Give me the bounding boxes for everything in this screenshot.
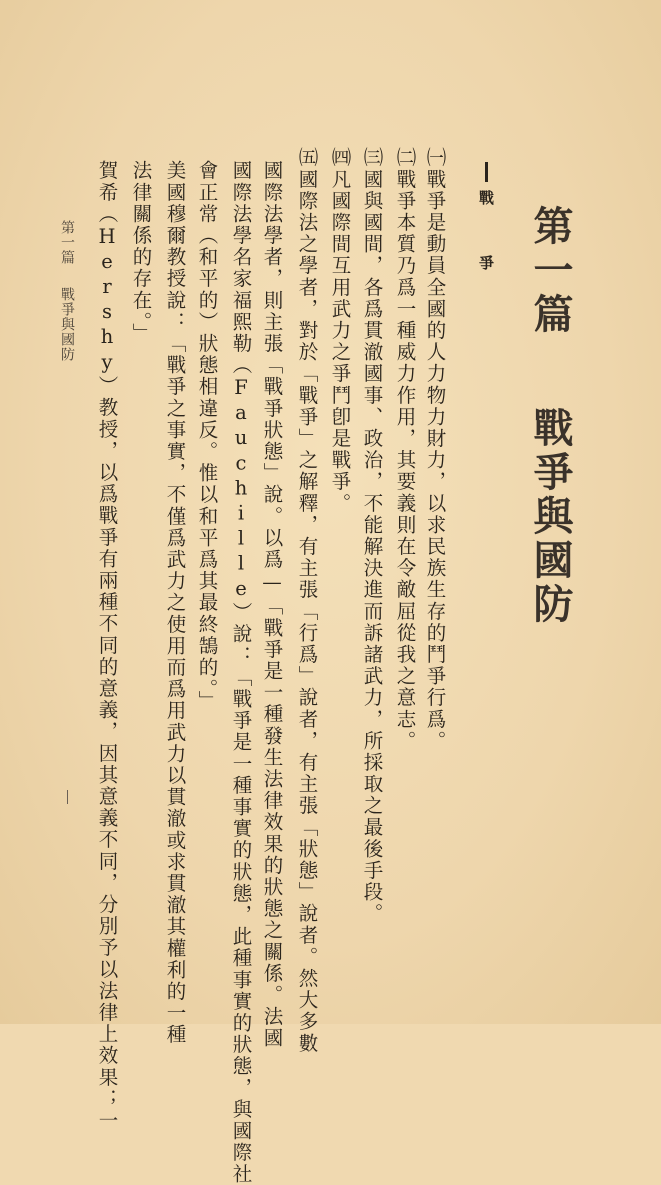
text-column-5: ㈤國際法之學者，對於「戰爭」之解釋，有主張「行爲」說者，有主張「狀態」說者。然大多數 [295, 147, 319, 1055]
text-column-8: 會正常（和平的）狀態相違反。惟以和平爲其最終鵠的。」 [195, 160, 219, 712]
running-footer [60, 220, 74, 362]
section-marker [485, 162, 488, 182]
text-column-9: 美國穆爾教授說：「戰爭之事實，不僅爲武力之使用而爲用武力以貫澈或求貫澈其權利的一種 [163, 160, 187, 1046]
text-column-2: ㈡戰爭本質乃爲一種威力作用，其要義則在令敵屈從我之意志。 [393, 147, 417, 752]
text-column-10: 法律關係的存在。」 [129, 160, 153, 345]
text-column-1: ㈠戰爭是動員全國的人力物力財力，以求民族生存的鬥爭行爲。 [423, 147, 447, 752]
chapter-title [527, 205, 574, 627]
chapter-name: 戰爭與國防 [527, 407, 574, 627]
text-column-7: 國際法學名家福熙勒（Fauchille）說：「戰爭是一種事實的狀態，此種事實的狀態，與國際社 [229, 160, 253, 1185]
page-number-mark [67, 790, 68, 804]
section-heading-text: 戰爭 [477, 190, 495, 320]
footer-part: 第一篇 [59, 220, 75, 265]
footer-name: 戰爭與國防 [59, 287, 75, 362]
text-column-3: ㈢國與國間，各爲貫澈國事、政治，不能解決進而訴諸武力，所採取之最後手段。 [360, 147, 384, 925]
text-column-4: ㈣凡國際間互用武力之爭鬥卽是戰爭。 [328, 147, 352, 515]
text-column-6: 國際法學者，則主張「戰爭狀態」說。以爲—「戰爭是一種發生法律效果的狀態之關係。法國 [260, 160, 284, 1050]
section-heading [478, 162, 493, 320]
text-column-11: 賀希（Hershy）教授，以爲戰爭有兩種不同的意義，因其意義不同，分別予以法律上效果；一 [95, 160, 119, 1132]
chapter-part: 第一篇 [527, 205, 574, 337]
